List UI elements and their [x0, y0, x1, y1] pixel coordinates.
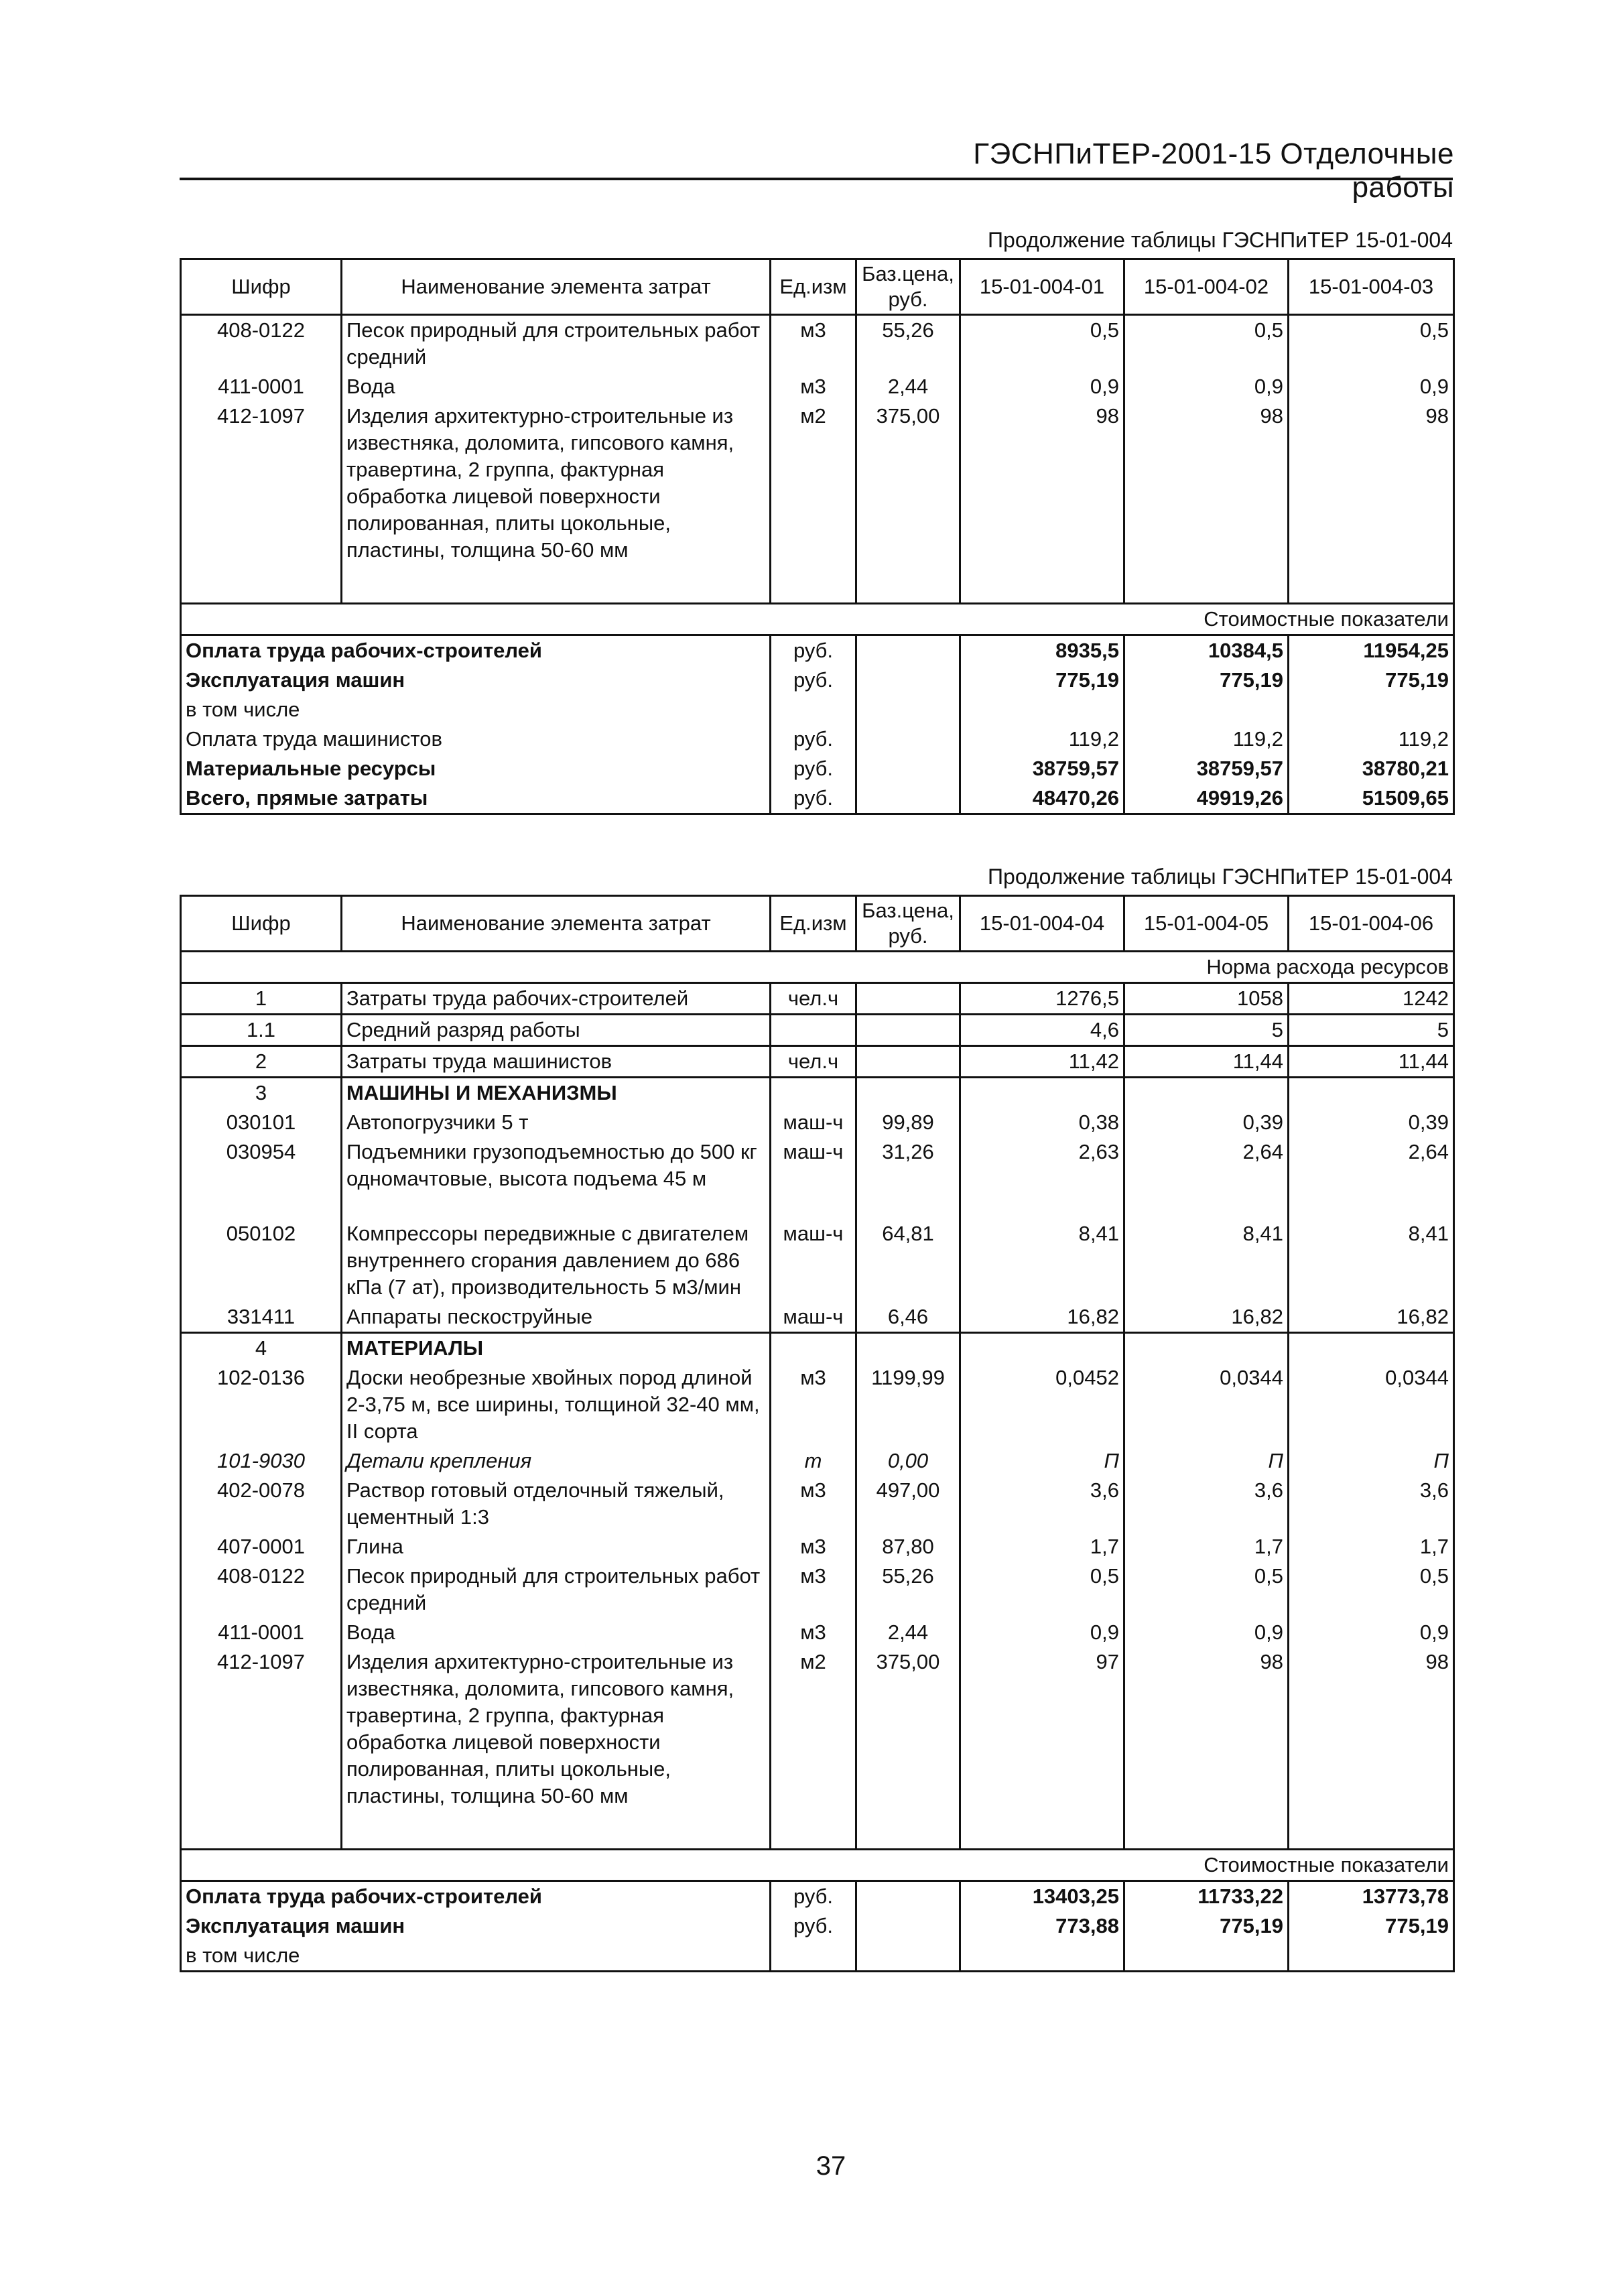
- row-price: 0,00: [856, 1446, 960, 1476]
- cost-value-2: [1124, 1941, 1289, 1972]
- row-value-1: 11,42: [960, 1046, 1124, 1078]
- row-value-3: 8,41: [1289, 1219, 1454, 1302]
- empty-cell: [856, 1333, 960, 1364]
- cost-value-1: 13403,25: [960, 1881, 1124, 1912]
- row-value-2: П: [1124, 1446, 1289, 1476]
- cost-row: [181, 754, 1454, 783]
- empty-cell: [856, 1911, 960, 1941]
- cost-row: [181, 665, 1454, 695]
- row-code: 407-0001: [216, 1535, 305, 1558]
- row-code: 408-0122: [216, 1564, 305, 1588]
- row-unit: чел.ч: [771, 1046, 856, 1078]
- cost-value-2: [1124, 695, 1289, 724]
- row-value-1: 98: [960, 401, 1124, 604]
- row-code: 1.1: [246, 1018, 276, 1041]
- row-value-2: 3,6: [1124, 1476, 1289, 1532]
- row-price: 375,00: [856, 1647, 960, 1850]
- machines-section-code: 3: [255, 1081, 267, 1104]
- row-value-3: 0,39: [1289, 1108, 1454, 1137]
- row-unit: чел.ч: [771, 983, 856, 1015]
- empty-cell: [856, 665, 960, 695]
- row-value-1: 2,63: [960, 1137, 1124, 1219]
- cost-value-2: 49919,26: [1124, 783, 1289, 814]
- row-code: 1: [255, 986, 267, 1010]
- cost-row: [181, 1911, 1454, 1941]
- header-unit: Ед.изм: [771, 259, 856, 315]
- cost-value-3: 119,2: [1289, 724, 1454, 754]
- header-unit: Ед.изм: [771, 896, 856, 952]
- material-row: [181, 1446, 1454, 1476]
- cost-label: Материальные ресурсы: [186, 757, 436, 780]
- row-price: [856, 1015, 960, 1046]
- row-code: 030954: [226, 1140, 296, 1163]
- empty-cell: [856, 635, 960, 666]
- row-value-2: 8,41: [1124, 1219, 1289, 1302]
- cost-value-1: [960, 695, 1124, 724]
- row-value-1: 0,9: [960, 372, 1124, 401]
- empty-cell: [771, 1078, 856, 1108]
- row-price: [856, 983, 960, 1015]
- row-value-3: 5: [1289, 1015, 1454, 1046]
- cost-value-1: 119,2: [960, 724, 1124, 754]
- cost-value-2: 38759,57: [1124, 754, 1289, 783]
- row-price: 1199,99: [856, 1363, 960, 1446]
- row-value-1: 16,82: [960, 1302, 1124, 1333]
- cost-value-1: 773,88: [960, 1911, 1124, 1941]
- row-unit: м3: [771, 1363, 856, 1446]
- row-name: Подъемники грузоподъемностью до 500 кг одномачтовые, высота подъема 45 м: [342, 1137, 771, 1219]
- row-price: [856, 1046, 960, 1078]
- cost-value-3: 38780,21: [1289, 754, 1454, 783]
- cost-row: [181, 635, 1454, 666]
- row-code: 411-0001: [218, 1620, 304, 1644]
- row-value-2: 1058: [1124, 983, 1289, 1015]
- cost-unit: руб.: [771, 1911, 856, 1941]
- row-unit: м3: [771, 1618, 856, 1647]
- cost-label: в том числе: [186, 1943, 300, 1967]
- norm-heading: [181, 952, 1454, 983]
- row-value-3: 0,0344: [1289, 1363, 1454, 1446]
- machines-section: [181, 1078, 1454, 1108]
- row-value-1: 8,41: [960, 1219, 1124, 1302]
- materials-section-code: 4: [255, 1336, 267, 1360]
- header-price: Баз.цена, руб.: [856, 896, 960, 952]
- row-name: Раствор готовый отделочный тяжелый, цементный 1:3: [342, 1476, 771, 1532]
- row-unit: м3: [771, 315, 856, 373]
- labor-row: [181, 1015, 1454, 1046]
- row-unit: м2: [771, 1647, 856, 1850]
- cost-row: [181, 1941, 1454, 1972]
- cost-unit: [771, 1941, 856, 1972]
- cost-unit: руб.: [771, 635, 856, 666]
- row-code: 102-0136: [216, 1366, 305, 1389]
- row-value-2: 2,64: [1124, 1137, 1289, 1219]
- row-unit: маш-ч: [771, 1302, 856, 1333]
- machine-row: [181, 1219, 1454, 1302]
- table-header-row: [181, 259, 1454, 315]
- cost-value-1: 38759,57: [960, 754, 1124, 783]
- row-value-1: 0,0452: [960, 1363, 1124, 1446]
- header-column-id: 15-01-004-01: [960, 259, 1124, 315]
- row-name: Затраты труда машинистов: [342, 1046, 771, 1078]
- row-code: 331411: [226, 1305, 296, 1328]
- row-code: 101-9030: [216, 1449, 305, 1472]
- cost-value-2: 11733,22: [1124, 1881, 1289, 1912]
- row-name: Глина: [342, 1532, 771, 1561]
- row-code: 050102: [226, 1222, 296, 1245]
- row-value-1: 0,5: [960, 315, 1124, 373]
- cost-value-3: 775,19: [1289, 665, 1454, 695]
- empty-cell: [1289, 1078, 1454, 1108]
- row-value-3: 98: [1289, 1647, 1454, 1850]
- header-column-id: 15-01-004-05: [1124, 896, 1289, 952]
- row-unit: маш-ч: [771, 1219, 856, 1302]
- row-price: 99,89: [856, 1108, 960, 1137]
- empty-cell: [1124, 1333, 1289, 1364]
- row-value-3: 1242: [1289, 983, 1454, 1015]
- header-column-id: 15-01-004-02: [1124, 259, 1289, 315]
- empty-cell: [960, 1078, 1124, 1108]
- cost-value-1: 48470,26: [960, 783, 1124, 814]
- empty-cell: [960, 1333, 1124, 1364]
- header-column-id: 15-01-004-06: [1289, 896, 1454, 952]
- row-price: 375,00: [856, 401, 960, 604]
- row-name: Вода: [342, 1618, 771, 1647]
- row-unit: м3: [771, 1532, 856, 1561]
- row-value-2: 98: [1124, 1647, 1289, 1850]
- row-price: 2,44: [856, 372, 960, 401]
- labor-row: [181, 983, 1454, 1015]
- cost-unit: руб.: [771, 754, 856, 783]
- row-value-2: 11,44: [1124, 1046, 1289, 1078]
- row-value-1: 0,9: [960, 1618, 1124, 1647]
- row-code: 408-0122: [216, 318, 305, 342]
- cost-row: [181, 695, 1454, 724]
- materials-section-title: МАТЕРИАЛЫ: [342, 1333, 771, 1364]
- row-name: Песок природный для строительных работ средний: [342, 315, 771, 373]
- header-name: Наименование элемента затрат: [342, 259, 771, 315]
- cost-heading-label: Стоимостные показатели: [181, 604, 1454, 635]
- cost-unit: руб.: [771, 665, 856, 695]
- labor-row: [181, 1046, 1454, 1078]
- materials-section: [181, 1333, 1454, 1364]
- row-price: 2,44: [856, 1618, 960, 1647]
- page-header-title: ГЭСНПиТЕР-2001-15 Отделочные работы: [973, 137, 1454, 204]
- empty-cell: [856, 1941, 960, 1972]
- row-value-2: 0,0344: [1124, 1363, 1289, 1446]
- cost-label: Оплата труда рабочих-строителей: [186, 639, 542, 662]
- row-code: 030101: [226, 1110, 296, 1134]
- row-value-1: 0,38: [960, 1108, 1124, 1137]
- row-value-3: 0,5: [1289, 315, 1454, 373]
- row-code: 412-1097: [216, 1650, 305, 1673]
- row-name: Детали крепления: [342, 1446, 771, 1476]
- cost-value-3: [1289, 695, 1454, 724]
- cost-label: Эксплуатация машин: [186, 668, 405, 692]
- cost-unit: руб.: [771, 1881, 856, 1912]
- row-name: Компрессоры передвижные с двигателем внутреннего сгорания давлением до 686 кПа (7 ат), производительность 5 м3/мин: [342, 1219, 771, 1302]
- row-code: 2: [255, 1049, 267, 1073]
- row-value-1: 1,7: [960, 1532, 1124, 1561]
- empty-cell: [856, 1078, 960, 1108]
- row-value-2: 1,7: [1124, 1532, 1289, 1561]
- empty-cell: [856, 724, 960, 754]
- material-row: [181, 1618, 1454, 1647]
- row-value-3: 11,44: [1289, 1046, 1454, 1078]
- row-price: 55,26: [856, 315, 960, 373]
- row-name: Изделия архитектурно-строительные из известняка, доломита, гипсового камня, травертина, 2 группа, фактурная обработка лицевой поверхности полированная, плиты цокольные, пластины, толщина 50-60 мм: [342, 401, 771, 604]
- row-unit: м3: [771, 1561, 856, 1618]
- table2-caption: Продолжение таблицы ГЭСНПиТЕР 15-01-004: [988, 865, 1453, 889]
- table-header-row: [181, 896, 1454, 952]
- cost-heading-label: Стоимостные показатели: [181, 1850, 1454, 1881]
- row-unit: м3: [771, 1476, 856, 1532]
- row-code: 412-1097: [216, 404, 305, 428]
- material-row: [181, 1363, 1454, 1446]
- row-code: 411-0001: [218, 375, 304, 398]
- row-value-1: 0,5: [960, 1561, 1124, 1618]
- material-row: [181, 401, 1454, 604]
- machine-row: [181, 1302, 1454, 1333]
- cost-value-2: 119,2: [1124, 724, 1289, 754]
- row-value-2: 0,9: [1124, 372, 1289, 401]
- row-value-3: 0,9: [1289, 1618, 1454, 1647]
- norm-heading-label: Норма расхода ресурсов: [181, 952, 1454, 983]
- machines-section-title: МАШИНЫ И МЕХАНИЗМЫ: [342, 1078, 771, 1108]
- row-unit: [771, 1015, 856, 1046]
- row-unit: маш-ч: [771, 1108, 856, 1137]
- empty-cell: [856, 754, 960, 783]
- cost-label: Оплата труда машинистов: [186, 727, 442, 751]
- cost-heading: [181, 604, 1454, 635]
- row-price: 64,81: [856, 1219, 960, 1302]
- cost-row: [181, 1881, 1454, 1912]
- row-value-1: 1276,5: [960, 983, 1124, 1015]
- row-price: 6,46: [856, 1302, 960, 1333]
- empty-cell: [856, 695, 960, 724]
- cost-unit: руб.: [771, 783, 856, 814]
- row-name: Автопогрузчики 5 т: [342, 1108, 771, 1137]
- material-row: [181, 1561, 1454, 1618]
- cost-row: [181, 724, 1454, 754]
- header-code: Шифр: [181, 259, 342, 315]
- material-row: [181, 1647, 1454, 1850]
- empty-cell: [856, 1881, 960, 1912]
- row-value-1: 4,6: [960, 1015, 1124, 1046]
- row-value-2: 0,5: [1124, 1561, 1289, 1618]
- cost-value-2: 10384,5: [1124, 635, 1289, 666]
- row-value-1: П: [960, 1446, 1124, 1476]
- row-value-2: 0,5: [1124, 315, 1289, 373]
- empty-cell: [771, 1333, 856, 1364]
- resource-table-1: [180, 258, 1455, 815]
- header-price: Баз.цена, руб.: [856, 259, 960, 315]
- row-value-3: 16,82: [1289, 1302, 1454, 1333]
- machine-row: [181, 1108, 1454, 1137]
- row-name: Изделия архитектурно-строительные из известняка, доломита, гипсового камня, травертина, 2 группа, фактурная обработка лицевой поверхности полированная, плиты цокольные, пластины, толщина 50-60 мм: [342, 1647, 771, 1850]
- row-value-1: 97: [960, 1647, 1124, 1850]
- cost-unit: [771, 695, 856, 724]
- row-price: 497,00: [856, 1476, 960, 1532]
- row-name: Доски необрезные хвойных пород длиной 2-3,75 м, все ширины, толщиной 32-40 мм, II сорта: [342, 1363, 771, 1446]
- row-price: 31,26: [856, 1137, 960, 1219]
- cost-value-2: 775,19: [1124, 1911, 1289, 1941]
- header-column-id: 15-01-004-03: [1289, 259, 1454, 315]
- row-value-2: 5: [1124, 1015, 1289, 1046]
- cost-label: Оплата труда рабочих-строителей: [186, 1885, 542, 1908]
- row-value-3: 2,64: [1289, 1137, 1454, 1219]
- row-unit: м2: [771, 401, 856, 604]
- material-row: [181, 372, 1454, 401]
- row-value-2: 16,82: [1124, 1302, 1289, 1333]
- row-name: Песок природный для строительных работ средний: [342, 1561, 771, 1618]
- row-value-2: 0,9: [1124, 1618, 1289, 1647]
- header-rule: [180, 178, 1453, 180]
- cost-value-2: 775,19: [1124, 665, 1289, 695]
- cost-value-3: [1289, 1941, 1454, 1972]
- row-name: Аппараты пескоструйные: [342, 1302, 771, 1333]
- machine-row: [181, 1137, 1454, 1219]
- row-price: 87,80: [856, 1532, 960, 1561]
- row-value-2: 0,39: [1124, 1108, 1289, 1137]
- cost-value-1: 775,19: [960, 665, 1124, 695]
- material-row: [181, 1476, 1454, 1532]
- cost-row: [181, 783, 1454, 814]
- empty-cell: [856, 783, 960, 814]
- cost-label: в том числе: [186, 698, 300, 721]
- empty-cell: [1124, 1078, 1289, 1108]
- cost-label: Всего, прямые затраты: [186, 786, 428, 810]
- cost-value-1: [960, 1941, 1124, 1972]
- row-value-3: 98: [1289, 401, 1454, 604]
- row-name: Затраты труда рабочих-строителей: [342, 983, 771, 1015]
- cost-value-3: 11954,25: [1289, 635, 1454, 666]
- cost-value-3: 13773,78: [1289, 1881, 1454, 1912]
- cost-label: Эксплуатация машин: [186, 1914, 405, 1937]
- row-value-3: 3,6: [1289, 1476, 1454, 1532]
- header-column-id: 15-01-004-04: [960, 896, 1124, 952]
- row-name: Средний разряд работы: [342, 1015, 771, 1046]
- header-code: Шифр: [181, 896, 342, 952]
- cost-value-1: 8935,5: [960, 635, 1124, 666]
- row-unit: маш-ч: [771, 1137, 856, 1219]
- material-row: [181, 315, 1454, 373]
- row-code: 402-0078: [216, 1478, 305, 1502]
- cost-value-3: 51509,65: [1289, 783, 1454, 814]
- row-value-2: 98: [1124, 401, 1289, 604]
- row-unit: т: [771, 1446, 856, 1476]
- row-value-3: 1,7: [1289, 1532, 1454, 1561]
- row-value-3: 0,9: [1289, 372, 1454, 401]
- page-number: 37: [816, 2151, 846, 2181]
- cost-value-3: 775,19: [1289, 1911, 1454, 1941]
- row-unit: м3: [771, 372, 856, 401]
- row-price: 55,26: [856, 1561, 960, 1618]
- table1-caption: Продолжение таблицы ГЭСНПиТЕР 15-01-004: [988, 228, 1453, 252]
- row-name: Вода: [342, 372, 771, 401]
- row-value-3: П: [1289, 1446, 1454, 1476]
- cost-unit: руб.: [771, 724, 856, 754]
- cost-heading: [181, 1850, 1454, 1881]
- header-name: Наименование элемента затрат: [342, 896, 771, 952]
- empty-cell: [1289, 1333, 1454, 1364]
- row-value-1: 3,6: [960, 1476, 1124, 1532]
- material-row: [181, 1532, 1454, 1561]
- row-value-3: 0,5: [1289, 1561, 1454, 1618]
- resource-table-2: [180, 895, 1455, 1972]
